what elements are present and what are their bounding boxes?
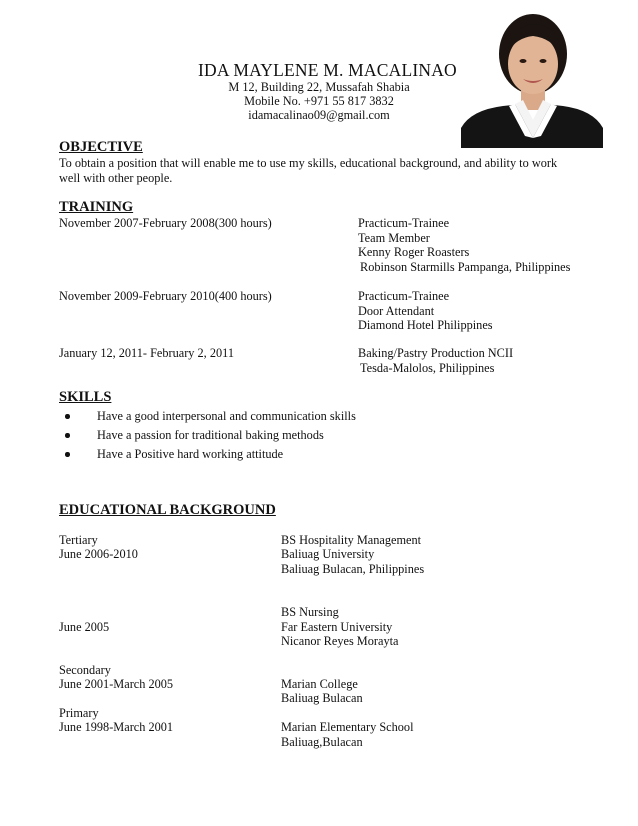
bullet-icon — [65, 433, 70, 438]
training-detail — [358, 216, 570, 274]
training-course: Baking/Pastry Production NCII — [358, 346, 514, 360]
training-detail — [358, 346, 513, 375]
skills-heading: SKILLS — [59, 389, 112, 405]
education-location: Baliuag,Bulacan — [281, 735, 363, 749]
education-heading: EDUCATIONAL BACKGROUND — [59, 502, 276, 518]
education-dates: June 2001-March 2005 — [59, 677, 174, 691]
training-heading: TRAINING — [59, 199, 134, 215]
education-school: Marian Elementary School — [281, 720, 414, 734]
applicant-name: IDA MAYLENE M. MACALINAO — [198, 60, 457, 80]
education-school: Marian College — [281, 677, 358, 691]
address: M 12, Building 22, Mussafah Shabia — [228, 80, 410, 94]
training-detail — [358, 289, 493, 333]
education-dates: June 2005 — [59, 620, 110, 634]
objective-heading: OBJECTIVE — [59, 139, 143, 155]
skill-item: Have a Positive hard working attitude — [97, 447, 284, 461]
objective-text-line2: well with other people. — [59, 171, 173, 185]
bullet-icon — [65, 452, 70, 457]
person-photo-icon — [461, 8, 603, 148]
training-position: Team Member — [358, 230, 430, 245]
training-position: Door Attendant — [358, 303, 435, 318]
training-role: Practicum-Trainee — [358, 289, 450, 303]
training-role: Practicum-Trainee — [358, 216, 450, 230]
education-degree: BS Hospitality Management — [281, 533, 422, 547]
profile-photo — [461, 8, 603, 148]
email-address: idamacalinao09@gmail.com — [248, 108, 390, 122]
education-dates: June 2006-2010 — [59, 547, 138, 561]
training-location: Robinson Starmills Pampanga, Philippines — [360, 259, 571, 274]
training-date: January 12, 2011- February 2, 2011 — [59, 346, 234, 360]
training-location: Tesda-Malolos, Philippines — [360, 360, 495, 375]
education-location: Baliuag Bulacan, Philippines — [281, 562, 425, 576]
training-company: Kenny Roger Roasters — [358, 245, 470, 260]
skill-item: Have a passion for traditional baking methods — [97, 428, 324, 442]
education-dates: June 1998-March 2001 — [59, 720, 174, 734]
education-degree: BS Nursing — [281, 605, 339, 619]
education-location: Baliuag Bulacan — [281, 691, 363, 705]
training-date: November 2009-February 2010(400 hours) — [59, 289, 272, 303]
education-school: Baliuag University — [281, 547, 375, 561]
education-level: Secondary — [59, 663, 111, 677]
education-level: Tertiary — [59, 533, 98, 547]
skill-item: Have a good interpersonal and communication skills — [97, 409, 356, 423]
education-location: Nicanor Reyes Morayta — [281, 634, 399, 648]
mobile-number: Mobile No. +971 55 817 3832 — [244, 94, 394, 108]
objective-text-line1: To obtain a position that will enable me to use my skills, educational background, and ability to work — [59, 156, 558, 170]
training-date: November 2007-February 2008(300 hours) — [59, 216, 272, 230]
education-level: Primary — [59, 706, 99, 720]
bullet-icon — [65, 414, 70, 419]
education-school: Far Eastern University — [281, 620, 393, 634]
training-company: Diamond Hotel Philippines — [358, 318, 493, 333]
